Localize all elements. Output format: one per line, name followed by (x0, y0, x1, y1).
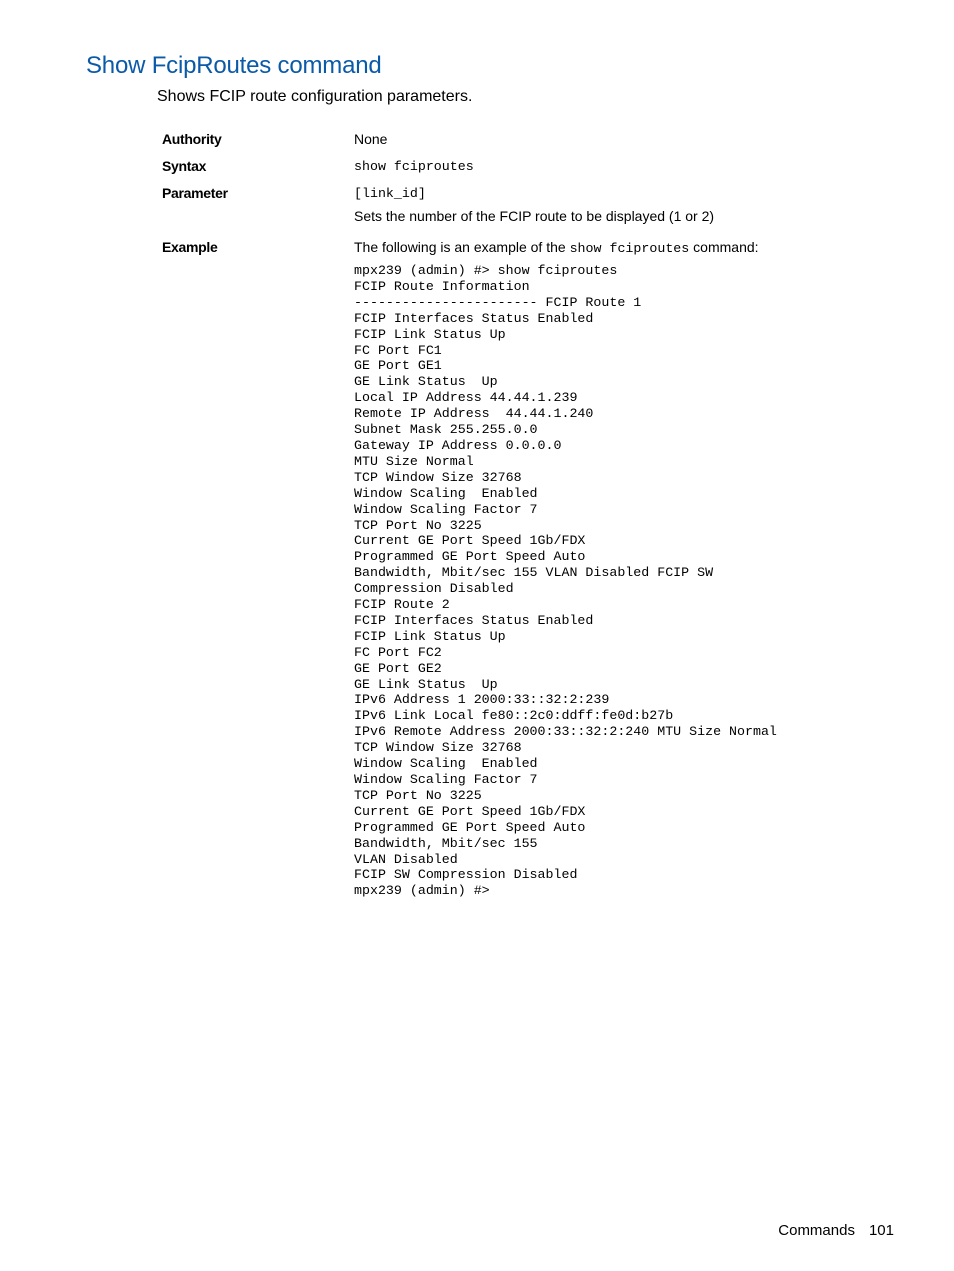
code-line: Window Scaling Enabled (354, 756, 538, 772)
code-line: GE Port GE2 (354, 660, 442, 676)
code-line: Gateway IP Address 0.0.0.0 (354, 437, 562, 453)
code-line: FCIP Link Status Up (354, 326, 506, 342)
code-line: TCP Port No 3225 (354, 787, 482, 803)
footer-section: Commands (778, 1222, 855, 1239)
page-title: Show FcipRoutes command (86, 52, 382, 79)
code-line: mpx239 (admin) #> show fciproutes (354, 263, 618, 278)
code-line: Current GE Port Speed 1Gb/FDX (354, 803, 586, 819)
code-line: ----------------------- FCIP Route 1 (354, 294, 642, 310)
code-line: FCIP Interfaces Status Enabled (354, 612, 594, 628)
example-command: show fciproutes (569, 241, 690, 256)
code-line: FC Port FC1 (354, 342, 442, 358)
code-line: TCP Window Size 32768 (354, 740, 522, 756)
code-line: GE Link Status Up (354, 374, 498, 390)
code-line: Remote IP Address 44.44.1.240 (354, 406, 594, 422)
code-line: Current GE Port Speed 1Gb/FDX (354, 533, 586, 549)
code-line: IPv6 Link Local fe80::2c0:ddff:fe0d:b27b (354, 708, 674, 724)
code-line: Subnet Mask 255.255.0.0 (354, 422, 538, 438)
page-footer (778, 1222, 894, 1239)
syntax-label: Syntax (162, 158, 207, 174)
parameter-description: Sets the number of the FCIP route to be displayed (1 or 2) (354, 208, 715, 224)
code-line: FCIP Route Information (354, 278, 530, 294)
code-line: mpx239 (admin) #> (354, 883, 490, 899)
code-line: FCIP Route 2 (354, 597, 450, 613)
code-line: TCP Port No 3225 (354, 517, 482, 533)
code-line: FCIP Interfaces Status Enabled (354, 310, 594, 326)
code-line: Local IP Address 44.44.1.239 (354, 390, 578, 406)
code-line: GE Link Status Up (354, 676, 498, 692)
code-line: GE Port GE1 (354, 358, 442, 374)
code-line: Window Scaling Enabled (354, 485, 538, 501)
code-line: FCIP Link Status Up (354, 628, 506, 644)
parameter-value: [link_id] (354, 186, 426, 201)
example-code-block (354, 263, 777, 899)
authority-label: Authority (162, 131, 222, 147)
example-intro (354, 239, 759, 256)
authority-value: None (354, 131, 388, 147)
example-label: Example (162, 239, 218, 255)
code-line: MTU Size Normal (354, 453, 474, 469)
code-line: FC Port FC2 (354, 644, 442, 660)
page-number: 101 (868, 1222, 894, 1239)
code-line: IPv6 Address 1 2000:33::32:2:239 (354, 692, 610, 708)
code-line: Bandwidth, Mbit/sec 155 VLAN Disabled FCIP SW (354, 565, 714, 581)
intro-text: Shows FCIP route configuration parameters. (157, 88, 473, 105)
example-text-before: The following is an example of the (354, 239, 570, 255)
syntax-value: show fciproutes (354, 159, 474, 174)
code-line: VLAN Disabled (354, 851, 458, 867)
code-line: Programmed GE Port Speed Auto (354, 549, 586, 565)
code-line: FCIP SW Compression Disabled (354, 867, 578, 883)
code-line: Window Scaling Factor 7 (354, 501, 538, 517)
code-line: TCP Window Size 32768 (354, 469, 522, 485)
code-line: Window Scaling Factor 7 (354, 772, 538, 787)
example-text-after: command: (689, 239, 759, 255)
code-line: Programmed GE Port Speed Auto (354, 819, 586, 835)
code-line: Compression Disabled (354, 581, 514, 597)
code-line: IPv6 Remote Address 2000:33::32:2:240 MTU Size Normal (354, 724, 777, 740)
parameter-label: Parameter (162, 185, 228, 201)
code-line: Bandwidth, Mbit/sec 155 (354, 835, 538, 851)
